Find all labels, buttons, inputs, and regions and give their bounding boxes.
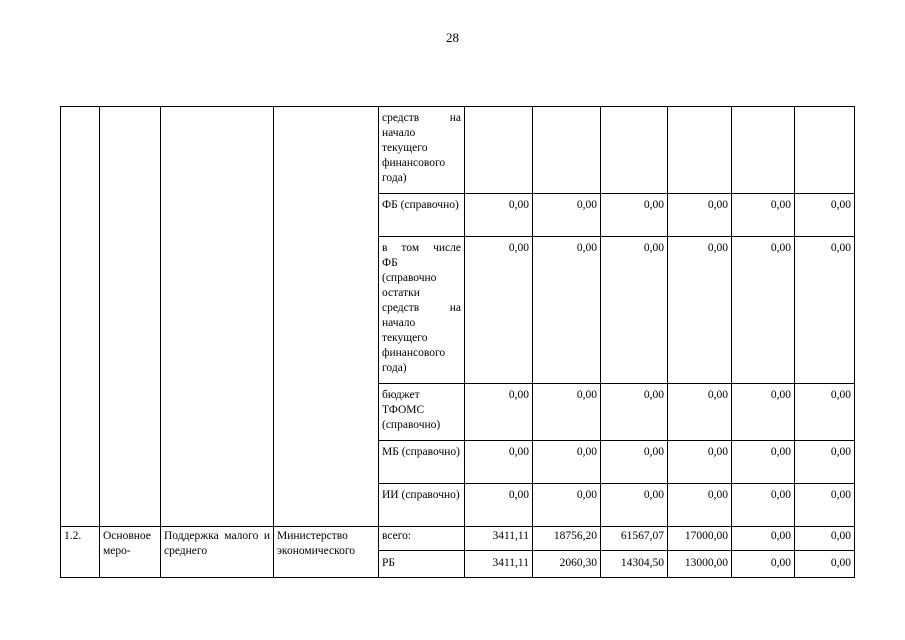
item-status-cell-empty (100, 107, 161, 527)
value-cell: 61567,07 (601, 527, 668, 551)
value-cell: 0,00 (795, 527, 855, 551)
value-cell (533, 107, 601, 194)
value-cell: 0,00 (465, 484, 533, 527)
funding-source-cell: в том числе ФБ (справочно остатки средств на начало текущего финансового года) (379, 237, 465, 384)
item-number-cell-empty (61, 107, 100, 527)
value-cell: 0,00 (795, 441, 855, 484)
value-cell: 0,00 (533, 441, 601, 484)
value-cell (795, 107, 855, 194)
value-cell: 0,00 (601, 194, 668, 237)
value-cell: 0,00 (795, 551, 855, 578)
item-name-cell-empty (161, 107, 274, 527)
value-cell: 14304,50 (601, 551, 668, 578)
funding-source-cell: ФБ (справочно) (379, 194, 465, 237)
value-cell: 0,00 (732, 194, 795, 237)
funding-source-cell: бюджет ТФОМС (справочно) (379, 384, 465, 441)
value-cell: 3411,11 (465, 551, 533, 578)
value-cell: 0,00 (795, 384, 855, 441)
value-cell: 13000,00 (668, 551, 732, 578)
value-cell: 0,00 (533, 237, 601, 384)
item-status: Основное меро- (100, 527, 161, 578)
value-cell: 0,00 (732, 384, 795, 441)
value-cell: 17000,00 (668, 527, 732, 551)
value-cell: 0,00 (795, 484, 855, 527)
page-number: 28 (446, 30, 459, 45)
value-cell (668, 107, 732, 194)
item-executor-cell-empty (274, 107, 379, 527)
value-cell: 0,00 (795, 237, 855, 384)
value-cell: 0,00 (601, 237, 668, 384)
item-number: 1.2. (61, 527, 100, 578)
funding-source-cell: ИИ (справочно) (379, 484, 465, 527)
value-cell: 0,00 (668, 484, 732, 527)
value-cell (732, 107, 795, 194)
item-name: Поддержка малого и среднего (161, 527, 274, 578)
value-cell: 2060,30 (533, 551, 601, 578)
funding-source-cell: МБ (справочно) (379, 441, 465, 484)
value-cell: 0,00 (465, 384, 533, 441)
value-cell (601, 107, 668, 194)
value-cell: 0,00 (668, 384, 732, 441)
value-cell: 0,00 (668, 194, 732, 237)
value-cell: 0,00 (601, 441, 668, 484)
table-row (61, 527, 855, 551)
value-cell: 0,00 (732, 551, 795, 578)
value-cell: 0,00 (732, 237, 795, 384)
funding-source-cell: РБ (379, 551, 465, 578)
value-cell: 0,00 (732, 441, 795, 484)
value-cell: 0,00 (533, 484, 601, 527)
value-cell: 0,00 (465, 194, 533, 237)
value-cell: 0,00 (533, 384, 601, 441)
value-cell: 0,00 (795, 194, 855, 237)
value-cell: 0,00 (465, 441, 533, 484)
value-cell: 3411,11 (465, 527, 533, 551)
value-cell: 0,00 (533, 194, 601, 237)
value-cell: 0,00 (601, 384, 668, 441)
value-cell: 0,00 (465, 237, 533, 384)
value-cell: 0,00 (668, 237, 732, 384)
table-row (61, 107, 855, 194)
funding-source-cell: всего: (379, 527, 465, 551)
value-cell (465, 107, 533, 194)
value-cell: 0,00 (668, 441, 732, 484)
value-cell: 18756,20 (533, 527, 601, 551)
value-cell: 0,00 (732, 527, 795, 551)
value-cell: 0,00 (732, 484, 795, 527)
value-cell: 0,00 (601, 484, 668, 527)
budget-table (60, 106, 855, 578)
item-executor: Министерство экономического (274, 527, 379, 578)
funding-source-cell: средств на начало текущего финансового года) (379, 107, 465, 194)
